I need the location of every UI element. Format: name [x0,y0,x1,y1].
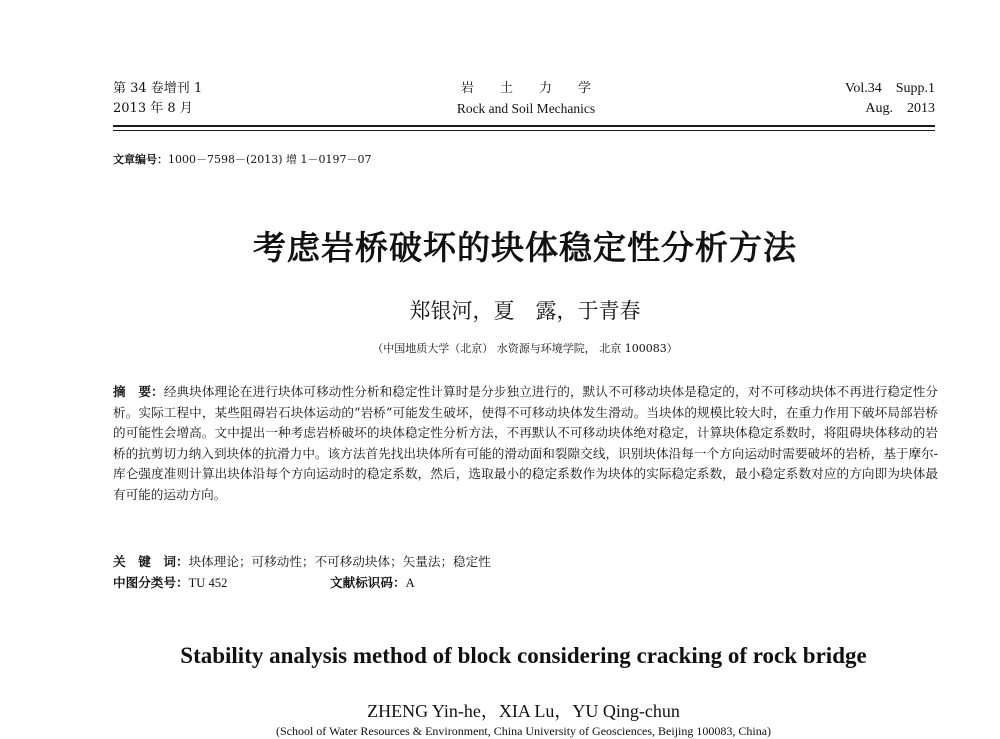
document-code [330,572,415,591]
keywords-label: 关 键 词： [113,554,189,569]
keywords [113,551,491,570]
header-rule-thick [113,125,935,127]
header-date: 2013 年 8 月 [113,101,193,116]
classification [113,572,227,591]
affiliation-en: (School of Water Resources & Environment, China University of Geosciences, Beijing 100083, China) [275,724,772,738]
document-code-label: 文献标识码： [330,575,406,590]
header-date-en: Aug. 2013 [865,101,935,116]
abstract-text: 经典块体理论在进行块体可移动性分析和稳定性计算时是分步独立进行的，默认不可移动块体是稳定的，对不可移动块体不再进行稳定性分析。实际工程中，某些阻碍岩石块体运动的“岩桥”可能发生破坏，使得不可移动块体发生滑动。当块体的规模比较大时，在重力作用下破坏局部岩桥的可能性会增高。文中提出一种考虑岩桥破坏的块体稳定性分析方法，不再默认不可移动块体绝对稳定，计算块体稳定系数时，将阻碍块体移动的岩桥的抗剪切力纳入到块体的抗滑力中。该方法首先找出块体所有可能的滑动面和裂隙交线，识别块体沿每一个方向运动时需要破坏的岩桥，基于摩尔-库仑强度准则计算出块体沿每个方向运动时的稳定系数，然后，选取最小的稳定系数作为块体的实际稳定系数，最小稳定系数对应的方向即为块体最有可能的运动方向。 [113,384,939,502]
header-journal-en: Rock and Soil Mechanics [456,101,596,116]
header-journal-cn: 岩 土 力 学 [460,81,591,96]
authors-en: ZHENG Yin-he，XIA Lu，YU Qing-chun [367,701,680,721]
affiliation-cn: （中国地质大学（北京） 水资源与环境学院， 北京 100083） [372,342,678,355]
authors-cn: 郑银河，夏 露，于青春 [409,299,641,323]
abstract [113,382,938,505]
header-rule-thin [113,130,935,131]
article-number-value: 1000－7598－(2013) 增 1－0197－07 [168,153,372,166]
article-number [113,151,372,167]
title-en: Stability analysis method of block considering cracking of rock bridge [180,643,867,668]
header-volume-issue: 第 34 卷增刊 1 [113,81,203,96]
header-volume-en: Vol.34 Supp.1 [845,81,935,96]
classification-value: TU 452 [188,576,228,590]
title-cn: 考虑岩桥破坏的块体稳定性分析方法 [253,228,797,267]
document-code-value: A [405,576,415,590]
keywords-text: 块体理论；可移动性；不可移动块体；矢量法；稳定性 [188,554,491,569]
article-number-label: 文章编号： [113,153,168,166]
abstract-label: 摘 要： [113,384,164,399]
classification-label: 中图分类号： [113,575,189,590]
